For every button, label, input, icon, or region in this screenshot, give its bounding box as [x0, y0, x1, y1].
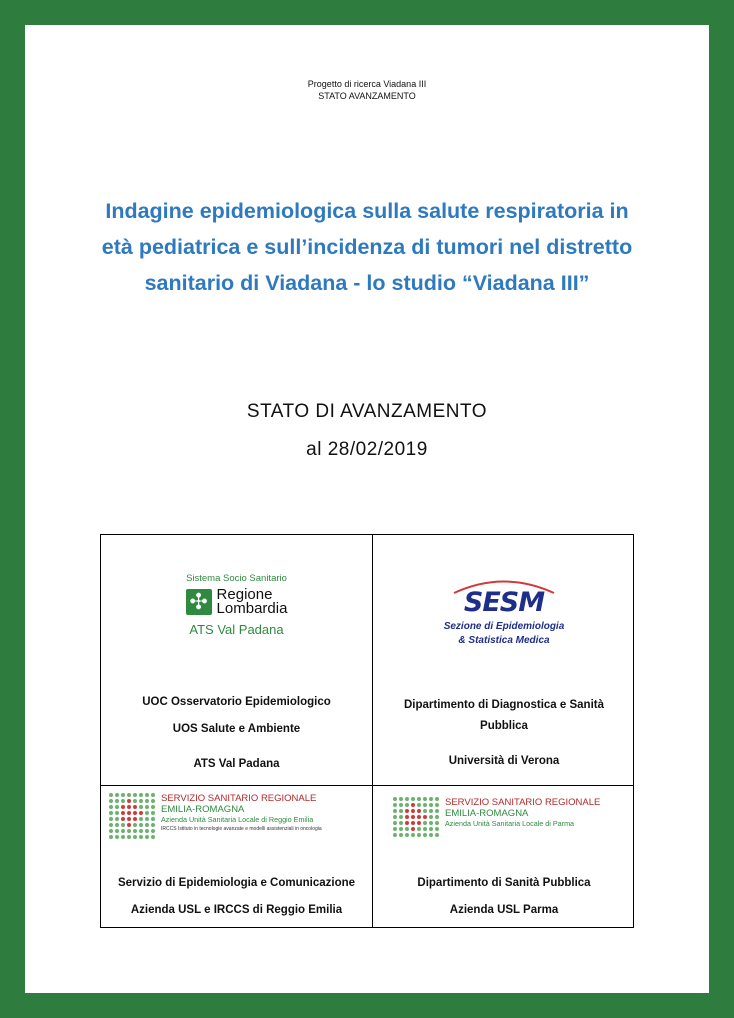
er-reggio-logo [109, 793, 322, 839]
cell-reggio-text [101, 876, 372, 918]
verona-line-2: Pubblica [480, 720, 528, 732]
institutions-table [100, 534, 634, 928]
verona-line-1: Dipartimento di Diagnostica e Sanità [403, 699, 604, 711]
er-dots-icon [109, 793, 155, 839]
cell-verona-text [373, 698, 635, 769]
logo-lombardia-text: Lombardia [216, 600, 288, 617]
er-reggio-t2: EMILIA-ROMAGNA [161, 804, 245, 815]
er-reggio-t1: SERVIZIO SANITARIO REGIONALE [161, 793, 317, 804]
ats-line-3: ATS Val Padana [193, 758, 280, 770]
status-block [25, 393, 709, 469]
er-parma-t3: Azienda Unità Sanitaria Locale di Parma [445, 819, 575, 828]
ats-line-1: UOC Osservatorio Epidemiologico [142, 696, 331, 708]
status-date: al 28/02/2019 [306, 439, 428, 460]
er-reggio-t3: Azienda Unità Sanitaria Locale di Reggio Emilia [161, 815, 314, 824]
sesm-logo [373, 580, 635, 648]
regione-lombardia-logo [101, 573, 372, 637]
status-title: STATO DI AVANZAMENTO [246, 401, 488, 422]
logo-regione-text: Regione [216, 586, 273, 603]
logo-sistema-text: Sistema Socio Sanitario [186, 573, 287, 584]
table-divider-horizontal [101, 785, 633, 786]
header-project: Progetto di ricerca Viadana III [307, 79, 427, 89]
lombardia-rose-icon: ✣ [186, 589, 212, 615]
logo-ats-text: ATS Val Padana [189, 622, 284, 637]
title-line-3: sanitario di Viadana - lo studio “Viadana III” [144, 271, 590, 295]
er-parma-t1: SERVIZIO SANITARIO REGIONALE [445, 797, 601, 808]
reggio-line-2: Azienda USL e IRCCS di Reggio Emilia [130, 904, 343, 916]
sesm-subtitle-2: & Statistica Medica [458, 635, 550, 646]
verona-line-3: Università di Verona [448, 755, 560, 767]
cell-parma-text [373, 876, 635, 918]
document-page [25, 25, 709, 993]
document-title [65, 193, 669, 301]
er-parma-logo [393, 797, 600, 837]
sesm-subtitle-1: Sezione di Epidemiologia [443, 621, 565, 632]
header-status: STATO AVANZAMENTO [318, 91, 416, 101]
cell-ats-text [101, 695, 372, 772]
reggio-line-1: Servizio di Epidemiologia e Comunicazione [117, 877, 356, 889]
title-line-2: età pediatrica e sull’incidenza di tumori nel distretto [101, 235, 633, 259]
er-parma-t2: EMILIA-ROMAGNA [445, 808, 529, 819]
ats-line-2: UOS Salute e Ambiente [172, 723, 301, 735]
er-reggio-t4: IRCCS Istituto in tecnologie avanzate e modelli assistenziali in oncologia [161, 826, 322, 832]
sesm-wordmark: SESM [463, 587, 545, 618]
parma-line-1: Dipartimento di Sanità Pubblica [417, 877, 591, 889]
title-line-1: Indagine epidemiologica sulla salute respiratoria in [105, 199, 629, 223]
er-dots-icon [393, 797, 439, 837]
page-header [25, 78, 709, 102]
parma-line-2: Azienda USL Parma [449, 904, 559, 916]
